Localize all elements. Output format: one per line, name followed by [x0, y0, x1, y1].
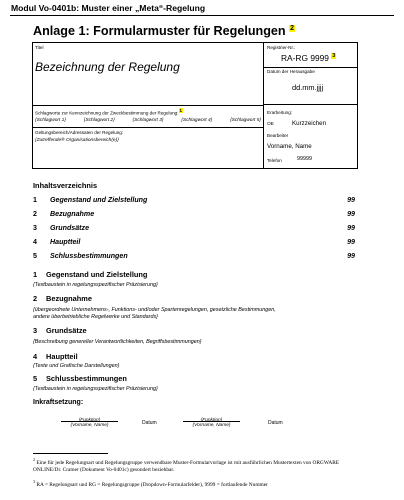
- telefon-label: Telefon: [267, 158, 282, 163]
- register-label: Registrier-Nr.:: [267, 45, 296, 50]
- keyword-5[interactable]: {Schlagwort 5}: [230, 118, 261, 123]
- geltung-cell: [33, 127, 263, 169]
- footnote-3: [33, 478, 358, 489]
- toc-item-label: Bezugnahme: [50, 210, 95, 218]
- footnote-marker: 1: [179, 108, 183, 113]
- toc-item-num: 4: [33, 238, 37, 246]
- section-body: {Textbaustein in regelungsspezifischer Präzisierung}: [33, 386, 158, 392]
- toc-item-num: 3: [33, 224, 37, 232]
- document-title-text: Anlage 1: Formularmuster für Regelungen: [33, 24, 286, 38]
- section-heading: [33, 374, 127, 383]
- regulation-form: [32, 42, 358, 169]
- signature-2-role: {Funktion}: [200, 418, 223, 423]
- section-title: Grundsätze: [46, 326, 87, 335]
- section-body: andere überbetriebliche Regelwerke und Standards}: [33, 314, 158, 320]
- section-number: 1: [33, 270, 38, 279]
- signature-1-date: Datum: [142, 420, 157, 426]
- section-heading: [33, 294, 92, 303]
- signature-1-labels: [61, 418, 118, 428]
- signature-2-date: Datum: [268, 420, 283, 426]
- erarbeitung-cell: [263, 104, 358, 168]
- document-title: [33, 24, 295, 38]
- geltung-value[interactable]: {Zutreffende® Organisationsbereich(e)}: [35, 138, 119, 143]
- datum-label: Datum der Herausgabe: [267, 69, 315, 74]
- section-body: {Texte und Grafische Darstellungen}: [33, 363, 120, 369]
- keywords-cell: [33, 105, 263, 127]
- toc-item-label: Gegenstand und Zielstellung: [50, 196, 148, 204]
- toc-item[interactable]: [33, 210, 355, 220]
- toc-item[interactable]: [33, 238, 355, 248]
- footnote-text: RA = Regelungsart und RG = Regelungsgruppe (Dropdown-Formularfelder), 9999 = fortlaufende Nummer: [36, 481, 268, 488]
- footnote-rule: [33, 453, 108, 454]
- keyword-3[interactable]: {Schlagwort 3}: [132, 118, 164, 123]
- section-number: 5: [33, 374, 38, 383]
- toc-item-num: 2: [33, 210, 37, 218]
- signature-2-name: {Vorname, Name}: [192, 423, 231, 428]
- telefon-value[interactable]: 99999: [297, 156, 312, 162]
- section-number: 3: [33, 326, 38, 335]
- toc-item-label: Schlussbestimmungen: [50, 252, 128, 260]
- oe-value[interactable]: Kurzzeichen: [292, 120, 327, 127]
- toc-item-label: Grundsätze: [50, 224, 90, 232]
- keyword-1[interactable]: {Schlagwort 1}: [35, 118, 66, 123]
- section-heading: [33, 326, 87, 335]
- titel-cell: [33, 43, 263, 81]
- keywords-label-text: Schlagworte zur Kennzeichnung der Zweckbestimmung der Regelung:: [35, 110, 179, 116]
- signature-2-labels: [183, 418, 240, 428]
- toc-item[interactable]: [33, 224, 355, 234]
- section-title: Gegenstand und Zielstellung: [46, 270, 148, 279]
- toc-item-page: 99: [347, 224, 355, 232]
- section-body: {übergeordnete Unternehmens-, Funktions- und/oder Spartenregelungen, gesetzliche Bestimmungen,: [33, 307, 276, 313]
- footnote-marker: 2: [290, 24, 295, 32]
- footnote-marker: 3: [332, 53, 336, 60]
- footnote-mark: 3: [33, 479, 35, 484]
- erarbeitung-label: Erarbeitung:: [267, 110, 293, 115]
- section-title: Schlussbestimmungen: [46, 374, 127, 383]
- section-heading: [33, 270, 147, 279]
- signature-1-name: {Vorname, Name}: [70, 423, 109, 428]
- section-title: Bezugnahme: [46, 294, 92, 303]
- toc-item-page: 99: [347, 252, 355, 260]
- section-body: {Beschreibung genereller Verantwortlichkeiten, Begriffsbestimmungen}: [33, 339, 202, 345]
- toc-item-page: 99: [347, 210, 355, 218]
- titel-value[interactable]: Bezeichnung der Regelung: [35, 60, 180, 74]
- section-heading: [33, 352, 78, 361]
- inkraft-title: Inkraftsetzung:: [33, 399, 84, 406]
- module-header: Modul Vo-0401b: Muster einer „Meta“-Regelung: [11, 3, 206, 13]
- section-title: Hauptteil: [46, 352, 78, 361]
- toc-item-page: 99: [347, 196, 355, 204]
- keyword-2[interactable]: {Schlagwort 2}: [83, 118, 115, 123]
- geltung-label: Geltungsbereich/Adressaten der Regelung:: [35, 130, 124, 135]
- footnote-mark: 2: [33, 457, 35, 462]
- register-cell: [263, 43, 358, 67]
- toc-title: Inhaltsverzeichnis: [33, 181, 98, 190]
- keyword-4[interactable]: {Schlagwort 4}: [181, 118, 213, 123]
- toc-item-label: Hauptteil: [50, 238, 81, 246]
- bearbeiter-label: Bearbeiter: [267, 133, 289, 138]
- keywords-list: [35, 118, 261, 123]
- signature-1-role: {Funktion}: [78, 418, 101, 423]
- footnote-text: Eine für jede Regelungsart und Regelungsgruppe verwendbare Muster-Formularvorlage ist mit ausführlichen Mustertexten von ORGWARE ONLINE/Dr. Cramer (Dokument Vo-0401c) gesondert beziehbar.: [33, 459, 340, 473]
- toc-item-page: 99: [347, 238, 355, 246]
- toc-item[interactable]: [33, 252, 355, 262]
- footnote-2: [33, 456, 358, 474]
- section-number: 2: [33, 294, 38, 303]
- section-body: {Textbaustein in regelungsspezifischer Präzisierung}: [33, 282, 158, 288]
- oe-label: OE: [267, 122, 274, 127]
- keywords-label: [35, 108, 183, 116]
- register-value[interactable]: [281, 53, 336, 63]
- datum-cell: [263, 67, 358, 104]
- section-number: 4: [33, 352, 38, 361]
- titel-label: Titel: [35, 45, 44, 50]
- datum-value[interactable]: dd.mm.jjjj: [292, 83, 324, 92]
- toc-item-num: 5: [33, 252, 37, 260]
- header-rule: [10, 15, 394, 16]
- register-number: RA-RG 9999: [281, 53, 329, 63]
- bearbeiter-value[interactable]: Vorname, Name: [267, 143, 312, 150]
- toc-item-num: 1: [33, 196, 37, 204]
- toc-item[interactable]: [33, 196, 355, 206]
